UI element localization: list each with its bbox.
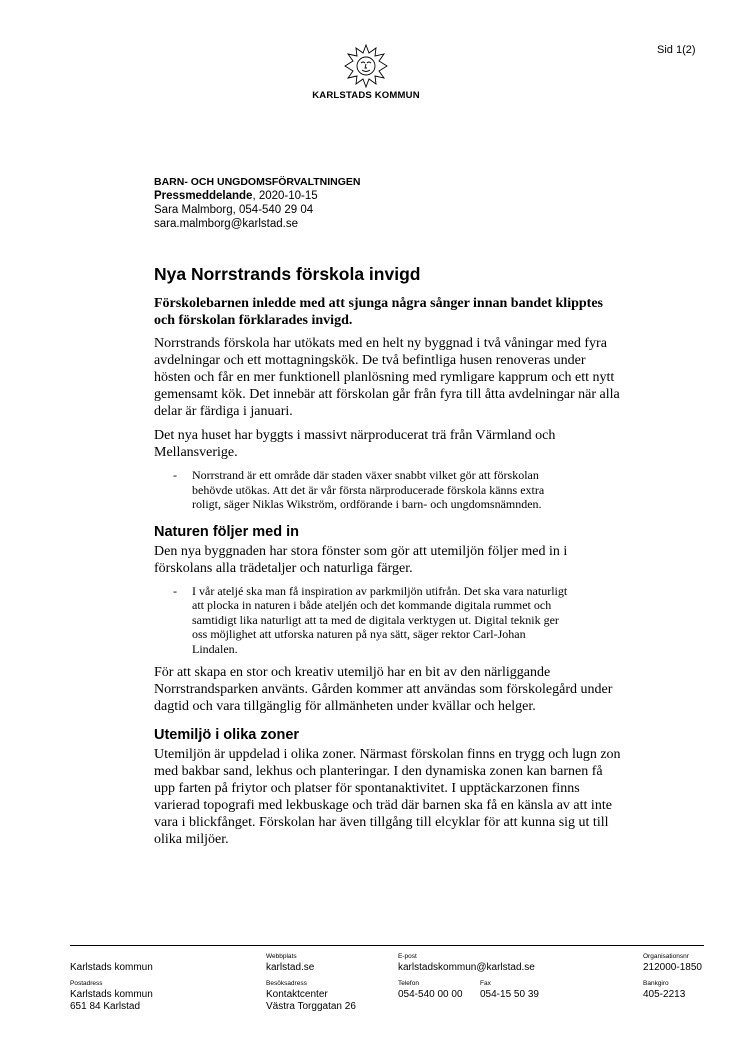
footer-bankgiro-value: 405-2213 (643, 989, 686, 1000)
footer-visit-line2: Västra Torggatan 26 (266, 1001, 356, 1012)
sun-logo-icon (344, 44, 388, 88)
footer-post-line1: Karlstads kommun (70, 989, 153, 1000)
footer-phone-label: Telefon (398, 980, 419, 987)
paragraph-4: För att skapa en stor och kreativ utemiljö har en bit av den närliggande Norrstrandsparken använts. Gården kommer att användas som förskolegård under dagtid och vara tillgänglig för allmänheten under kvällar och helger. (154, 665, 613, 714)
logo-text: KARLSTADS KOMMUN (312, 90, 420, 101)
footer-fax-label: Fax (480, 980, 491, 987)
quote-2 (173, 584, 572, 657)
footer-web-value[interactable]: karlstad.se (266, 962, 315, 973)
contact-email: sara.malmborg@karlstad.se (154, 218, 298, 230)
quote-dash: - (173, 583, 177, 598)
footer-visit-label: Besöksadress (266, 980, 307, 987)
footer-orgnr-label: Organisationsnr (643, 953, 689, 960)
footer-web-label: Webbplats (266, 953, 297, 960)
footer-email-label: E-post (398, 953, 417, 960)
article (154, 264, 624, 855)
quote-2-text: I vår ateljé ska man få inspiration av parkmiljön utifrån. Det ska vara naturligt att plocka in naturen i både ateljén och det kommande digitala rummet och samtidigt lika naturligt att ta med de digitala verktygen ut. Digital teknik ger oss möjlighet att utforska naturen på nya sätt, säger rektor Carl-Johan Lindalen. (192, 583, 568, 656)
quote-dash: - (173, 468, 177, 482)
paragraph-3: Den nya byggnaden har stora fönster som gör att utemiljön följer med in i förskolans alla trädetaljer och naturliga färger. (154, 543, 568, 576)
release-date: , 2020-10-15 (252, 190, 318, 202)
header-block (154, 175, 361, 231)
footer-email-value[interactable]: karlstadskommun@karlstad.se (398, 962, 535, 973)
doc-type: Pressmeddelande (154, 190, 253, 202)
logo (300, 44, 432, 101)
footer-post-line2: 651 84 Karlstad (70, 1001, 141, 1012)
footer-post-label: Postadress (70, 980, 103, 987)
footer-divider (70, 945, 704, 946)
article-title: Nya Norrstrands förskola invigd (154, 264, 421, 284)
department: BARN- OCH UNGDOMSFÖRVALTNINGEN (154, 176, 361, 188)
paragraph-5: Utemiljön är uppdelad i olika zoner. Närmast förskolan finns en trygg och lugn zon med bakbar sand, lekhus och planteringar. I den dynamiska zonen kan barnen få upp farten på friytor och platser för spontanaktivitet. I upptäckarzonen finns varierad topografi med lekbuskage och träd där barnen ska få en känsla av att inte vara i blickfånget. Förskolan har även tillgång till elcyklar för att kunna sig ut till olika miljöer. (154, 747, 621, 847)
footer-phone-value: 054-540 00 00 (398, 989, 463, 1000)
paragraph-2: Det nya huset har byggts i massivt närproducerat trä från Värmland och Mellansverige. (154, 428, 556, 460)
lead-paragraph: Förskolebarnen inledde med att sjunga några sånger innan bandet klipptes och förskolan förklarades invigd. (154, 296, 603, 328)
footer-bankgiro-label: Bankgiro (643, 980, 669, 987)
page-number: Sid 1(2) (657, 44, 696, 56)
quote-1 (173, 468, 572, 512)
footer-visit-line1: Kontaktcenter (266, 989, 328, 1000)
footer-org-name: Karlstads kommun (70, 962, 153, 973)
section-heading-1: Naturen följer med in (154, 523, 300, 540)
press-release-line (154, 189, 361, 203)
paragraph-1: Norrstrands förskola har utökats med en helt ny byggnad i två våningar med fyra avdelningar och ett mottagningskök. De två befintliga husen renoveras under hösten och får en mer funktionell planlösning med rymligare kapprum och ett nytt gemensamt kök. Det innebär att förskolan går från fyra till åtta avdelningar när alla delar är färdiga i januari. (154, 336, 620, 419)
quote-1-text: Norrstrand är ett område där staden växer snabbt vilket gör att förskolan behövde utökas. Att det är vår första närproducerade förskola känns extra roligt, säger Niklas Wikström, ordförande i barn- och ungdomsnämnden. (192, 468, 545, 511)
contact-line: Sara Malmborg, 054-540 29 04 (154, 204, 314, 216)
section-heading-2: Utemiljö i olika zoner (154, 727, 300, 743)
footer-fax-value: 054-15 50 39 (480, 989, 539, 1000)
footer-orgnr-value: 212000-1850 (643, 962, 702, 973)
